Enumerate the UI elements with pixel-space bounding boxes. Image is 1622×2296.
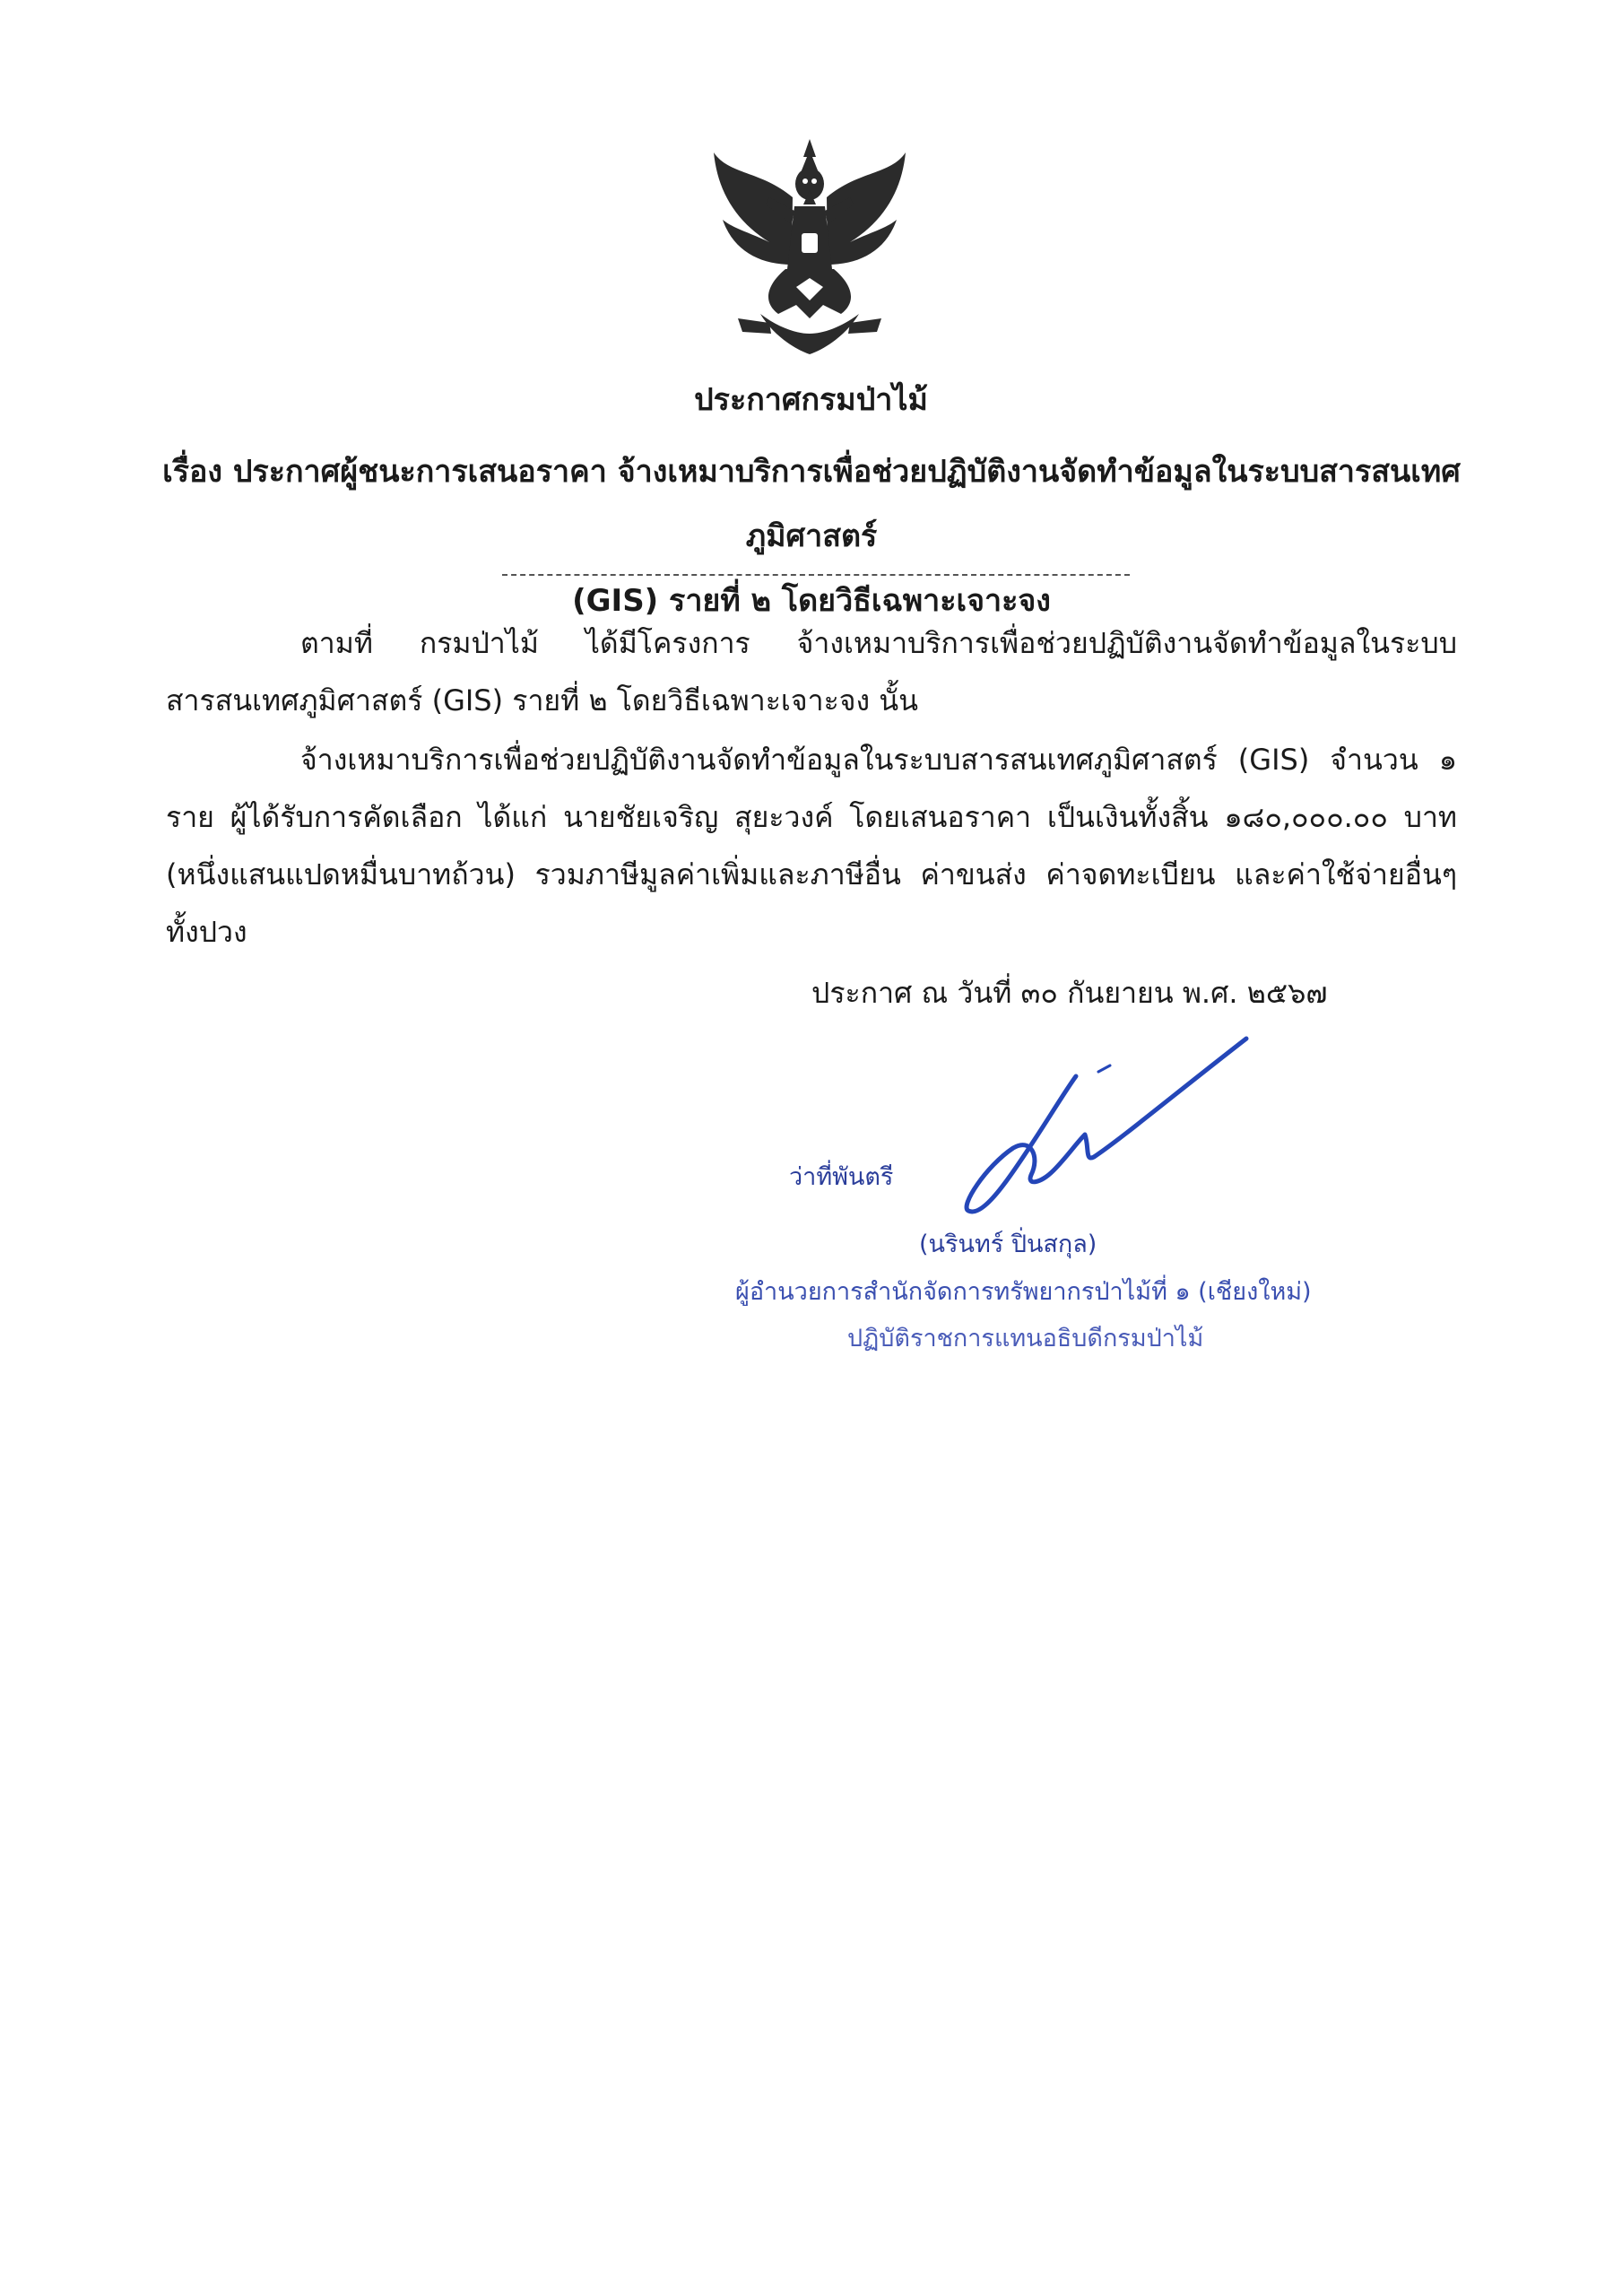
signatory-name: (นรินทร์ ปิ่นสกุล) <box>919 1231 1097 1258</box>
paragraph-1: ตามที่ กรมป่าไม้ ได้มีโครงการ จ้างเหมาบริการเพื่อช่วยปฏิบัติงานจัดทำข้อมูลในระบบสารสนเทศภูมิศาสตร์ (GIS) รายที่ ๒ โดยวิธีเฉพาะเจาะจง นั้น <box>166 626 1457 718</box>
signatory-position: ผู้อำนวยการสำนักจัดการทรัพยากรป่าไม้ที่ ๑ (เชียงใหม่) <box>735 1278 1312 1306</box>
signatory-rank: ว่าที่พันตรี <box>789 1163 894 1191</box>
announcement-date: ประกาศ ณ วันที่ ๓๐ กันยายน พ.ศ. ๒๕๖๗ <box>811 976 1328 1010</box>
document-subject <box>161 439 1462 633</box>
signatory-acting-for: ปฏิบัติราชการแทนอธิบดีกรมป่าไม้ <box>847 1325 1204 1352</box>
divider <box>502 574 1130 576</box>
subject-line-2: (GIS) รายที่ ๒ โดยวิธีเฉพาะเจาะจง <box>572 583 1051 619</box>
handwritten-signature-icon <box>906 1022 1264 1256</box>
garuda-emblem-icon <box>707 135 913 359</box>
subject-line-1: เรื่อง ประกาศผู้ชนะการเสนอราคา จ้างเหมาบริการเพื่อช่วยปฏิบัติงานจัดทำข้อมูลในระบบสารสนเทศภูมิศาสตร์ <box>162 454 1461 554</box>
paragraph-2: จ้างเหมาบริการเพื่อช่วยปฏิบัติงานจัดทำข้อมูลในระบบสารสนเทศภูมิศาสตร์ (GIS) จำนวน ๑ ราย ผู้ได้รับการคัดเลือก ได้แก่ นายชัยเจริญ สุยะวงค์ โดยเสนอราคา เป็นเงินทั้งสิ้น ๑๘๐,๐๐๐.๐๐ บาท (หนึ่งแสนแปดหมื่นบาทถ้วน) รวมภาษีมูลค่าเพิ่มและภาษีอื่น ค่าขนส่ง ค่าจดทะเบียน และค่าใช้จ่ายอื่นๆ ทั้งปวง <box>166 743 1458 949</box>
document-title: ประกาศกรมป่าไม้ <box>694 382 928 418</box>
